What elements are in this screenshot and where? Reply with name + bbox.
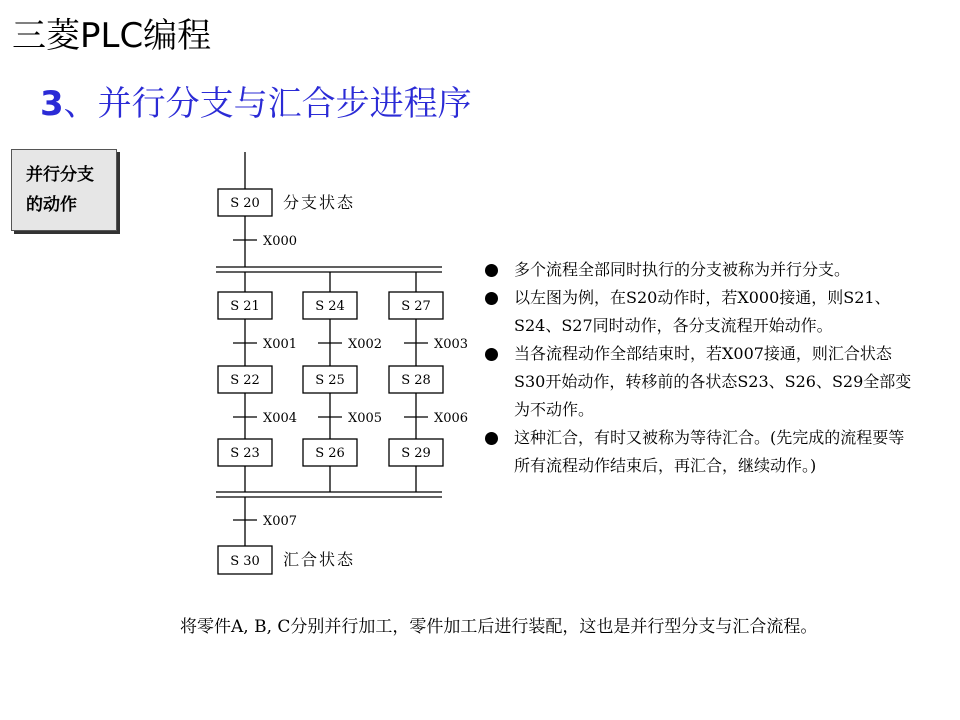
step-label-s22: S 22 <box>230 373 260 388</box>
side-box-line1: 并行分支 <box>26 165 94 185</box>
step-label-s29: S 29 <box>401 446 431 461</box>
transition-label-x005: X005 <box>348 411 383 426</box>
bullet-text-1: 多个流程全部同时执行的分支被称为并行分支。 <box>514 260 851 279</box>
branch-state-label: 分支状态 <box>283 193 356 212</box>
header-title: 三菱PLC编程 <box>12 16 212 56</box>
section-separator: 、 <box>63 84 98 124</box>
transition-label-x004: X004 <box>263 411 298 426</box>
merge-state-label: 汇合状态 <box>283 550 356 569</box>
transition-label-x001: X001 <box>263 337 298 352</box>
section-number: 3 <box>40 84 64 124</box>
bullet-dot-icon <box>485 432 498 445</box>
bullet-dot-icon <box>485 292 498 305</box>
step-label-s21: S 21 <box>230 299 260 314</box>
section-title-text: 并行分支与汇合步进程序 <box>97 84 472 124</box>
bullet-item-1 <box>482 256 912 284</box>
step-label-s20: S 20 <box>230 196 260 211</box>
transition-label-x002: X002 <box>348 337 383 352</box>
caption: 将零件A, B, C分别并行加工，零件加工后进行装配，这也是并行型分支与汇合流程。 <box>180 617 818 637</box>
step-label-s26: S 26 <box>315 446 345 461</box>
bullet-item-2 <box>482 284 912 340</box>
bullet-text-3: 当各流程动作全部结束时，若X007接通，则汇合状态S30开始动作，转移前的各状态S23、S26、S29全部变为不动作。 <box>514 344 912 419</box>
step-label-s30: S 30 <box>230 554 260 569</box>
bullet-item-3 <box>482 340 912 424</box>
transition-label-x000: X000 <box>263 234 298 249</box>
bullet-item-4 <box>482 424 912 480</box>
transition-label-x003: X003 <box>434 337 469 352</box>
side-box-line2: 的动作 <box>26 195 77 215</box>
transition-label-x006: X006 <box>434 411 469 426</box>
step-label-s24: S 24 <box>315 299 345 314</box>
step-label-s27: S 27 <box>401 299 431 314</box>
bullet-dot-icon <box>485 264 498 277</box>
bullet-list <box>482 256 912 480</box>
transition-label-x007: X007 <box>263 514 298 529</box>
bullet-text-2: 以左图为例，在S20动作时，若X000接通，则S21、S24、S27同时动作，各分支流程开始动作。 <box>514 288 891 335</box>
step-label-s23: S 23 <box>230 446 260 461</box>
bullet-dot-icon <box>485 348 498 361</box>
step-label-s28: S 28 <box>401 373 431 388</box>
bullet-text-4: 这种汇合，有时又被称为等待汇合。(先完成的流程要等所有流程动作结束后，再汇合，继续动作。) <box>514 428 905 475</box>
step-label-s25: S 25 <box>315 373 345 388</box>
